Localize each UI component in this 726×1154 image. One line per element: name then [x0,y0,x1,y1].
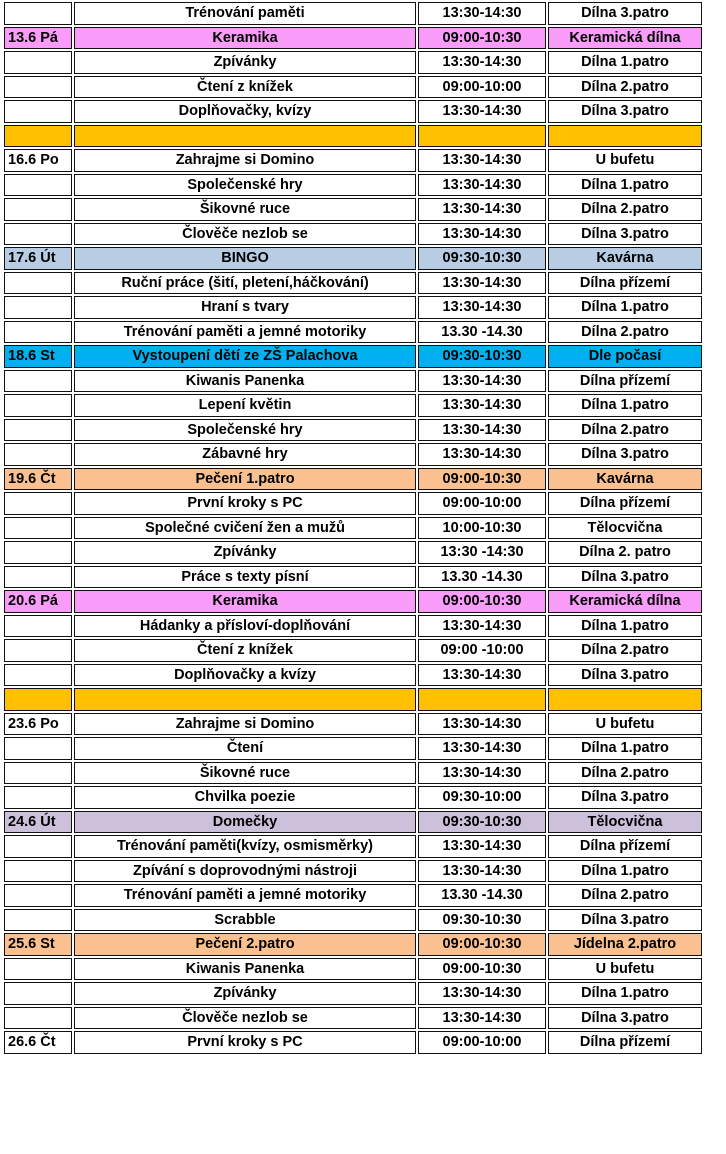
separator-cell [548,688,702,711]
day-cell [4,198,72,221]
activity-row [4,1031,702,1054]
place-cell: Dílna 1.patro [548,982,702,1005]
activity-cell: Zábavné hry [74,443,416,466]
activity-cell: Domečky [74,811,416,834]
time-cell: 09:00-10:30 [418,958,546,981]
day-cell: 13.6 Pá [4,27,72,50]
place-cell: Dílna 3.patro [548,1007,702,1030]
activity-row [4,541,702,564]
place-cell: Dílna 1.patro [548,615,702,638]
activity-row [4,737,702,760]
activity-cell: Společenské hry [74,419,416,442]
activity-row [4,860,702,883]
activity-cell: První kroky s PC [74,492,416,515]
activity-cell: Hádanky a přísloví-doplňování [74,615,416,638]
time-cell: 09:00 -10:00 [418,639,546,662]
activity-cell: Hraní s tvary [74,296,416,319]
highlighted-activity-row [4,468,702,491]
activity-cell: Čtení z knížek [74,639,416,662]
time-cell: 09:30-10:30 [418,247,546,270]
place-cell: Dílna 2.patro [548,639,702,662]
day-cell [4,737,72,760]
activity-row [4,321,702,344]
time-cell: 10:00-10:30 [418,517,546,540]
day-cell: 19.6 Čt [4,468,72,491]
time-cell: 09:00-10:30 [418,590,546,613]
activity-cell: Člověče nezlob se [74,1007,416,1030]
activity-row [4,566,702,589]
time-cell: 09:30-10:30 [418,909,546,932]
time-cell: 13:30-14:30 [418,860,546,883]
place-cell: U bufetu [548,713,702,736]
place-cell: Dílna 3.patro [548,2,702,25]
activity-cell: Člověče nezlob se [74,223,416,246]
time-cell: 09:30-10:30 [418,811,546,834]
place-cell: Kavárna [548,247,702,270]
place-cell: Dílna 1.patro [548,394,702,417]
time-cell: 09:00-10:00 [418,492,546,515]
separator-cell [74,125,416,148]
time-cell: 13:30-14:30 [418,615,546,638]
place-cell: Dílna 2.patro [548,884,702,907]
activity-cell: Čtení z knížek [74,76,416,99]
highlighted-activity-row [4,590,702,613]
schedule-body [4,2,702,1054]
place-cell: U bufetu [548,149,702,172]
place-cell: Dílna 3.patro [548,443,702,466]
activity-row [4,419,702,442]
time-cell: 13:30-14:30 [418,174,546,197]
place-cell: Dílna 1.patro [548,860,702,883]
place-cell: Dílna 2.patro [548,198,702,221]
place-cell: U bufetu [548,958,702,981]
place-cell: Dílna přízemí [548,1031,702,1054]
day-cell: 23.6 Po [4,713,72,736]
activity-cell: Společenské hry [74,174,416,197]
place-cell: Dílna 3.patro [548,100,702,123]
place-cell: Dílna 3.patro [548,223,702,246]
place-cell: Dílna 1.patro [548,737,702,760]
time-cell: 13:30-14:30 [418,149,546,172]
highlighted-activity-row [4,27,702,50]
activity-cell: První kroky s PC [74,1031,416,1054]
activity-cell: Pečení 2.patro [74,933,416,956]
activity-row [4,664,702,687]
time-cell: 13:30-14:30 [418,713,546,736]
time-cell: 13:30-14:30 [418,223,546,246]
day-cell [4,541,72,564]
day-cell [4,51,72,74]
day-cell: 20.6 Pá [4,590,72,613]
activity-row [4,394,702,417]
activity-row [4,223,702,246]
activity-cell: Zahrajme si Domino [74,149,416,172]
day-cell [4,860,72,883]
activity-cell: Zpívánky [74,541,416,564]
activity-cell: Scrabble [74,909,416,932]
time-cell: 13:30-14:30 [418,272,546,295]
highlighted-activity-row [4,811,702,834]
activity-cell: Vystoupení dětí ze ZŠ Palachova [74,345,416,368]
day-cell: 17.6 Út [4,247,72,270]
time-cell: 13.30 -14.30 [418,321,546,344]
day-cell [4,909,72,932]
day-cell [4,2,72,25]
activity-cell: Zahrajme si Domino [74,713,416,736]
activity-schedule-table [2,0,704,1056]
activity-row [4,198,702,221]
day-cell [4,835,72,858]
separator-row [4,688,702,711]
activity-row [4,517,702,540]
activity-cell: Zpívánky [74,982,416,1005]
place-cell: Tělocvična [548,811,702,834]
time-cell: 13:30-14:30 [418,51,546,74]
separator-cell [4,688,72,711]
time-cell: 13:30-14:30 [418,296,546,319]
activity-cell: Lepení květin [74,394,416,417]
day-cell [4,639,72,662]
place-cell: Dílna 3.patro [548,786,702,809]
day-cell: 16.6 Po [4,149,72,172]
place-cell: Dílna 1.patro [548,296,702,319]
time-cell: 13:30-14:30 [418,982,546,1005]
day-cell [4,296,72,319]
day-cell [4,982,72,1005]
separator-cell [548,125,702,148]
activity-row [4,51,702,74]
activity-cell: BINGO [74,247,416,270]
day-cell: 24.6 Út [4,811,72,834]
activity-cell: Šikovné ruce [74,198,416,221]
activity-cell: Kiwanis Panenka [74,370,416,393]
activity-cell: Keramika [74,27,416,50]
activity-cell: Trénování paměti [74,2,416,25]
activity-cell: Ruční práce (šití, pletení,háčkování) [74,272,416,295]
activity-cell: Trénování paměti(kvízy, osmisměrky) [74,835,416,858]
activity-cell: Kiwanis Panenka [74,958,416,981]
day-cell: 18.6 St [4,345,72,368]
place-cell: Dílna 3.patro [548,909,702,932]
separator-cell [74,688,416,711]
time-cell: 13:30-14:30 [418,737,546,760]
day-cell [4,664,72,687]
activity-row [4,296,702,319]
time-cell: 09:30-10:00 [418,786,546,809]
highlighted-activity-row [4,345,702,368]
day-cell [4,370,72,393]
place-cell: Dílna přízemí [548,370,702,393]
time-cell: 13:30-14:30 [418,835,546,858]
activity-row [4,835,702,858]
place-cell: Dílna 2.patro [548,419,702,442]
place-cell: Dílna 2. patro [548,541,702,564]
day-cell [4,517,72,540]
activity-row [4,958,702,981]
highlighted-activity-row [4,247,702,270]
time-cell: 09:00-10:30 [418,27,546,50]
day-cell: 26.6 Čt [4,1031,72,1054]
highlighted-activity-row [4,933,702,956]
day-cell [4,615,72,638]
day-cell [4,321,72,344]
place-cell: Dílna 3.patro [548,566,702,589]
activity-row [4,443,702,466]
time-cell: 13:30-14:30 [418,443,546,466]
time-cell: 13.30 -14.30 [418,884,546,907]
separator-cell [418,688,546,711]
activity-row [4,639,702,662]
activity-cell: Pečení 1.patro [74,468,416,491]
separator-cell [4,125,72,148]
separator-cell [418,125,546,148]
place-cell: Jídelna 2.patro [548,933,702,956]
activity-cell: Trénování paměti a jemné motoriky [74,321,416,344]
time-cell: 13:30-14:30 [418,419,546,442]
activity-cell: Trénování paměti a jemné motoriky [74,884,416,907]
activity-row [4,982,702,1005]
activity-cell: Šikovné ruce [74,762,416,785]
activity-cell: Zpívání s doprovodnými nástroji [74,860,416,883]
activity-row [4,76,702,99]
day-cell [4,1007,72,1030]
day-cell [4,884,72,907]
activity-cell: Doplňovačky, kvízy [74,100,416,123]
activity-cell: Práce s texty písní [74,566,416,589]
activity-row [4,884,702,907]
place-cell: Keramická dílna [548,590,702,613]
activity-cell: Keramika [74,590,416,613]
separator-row [4,125,702,148]
day-cell [4,958,72,981]
place-cell: Dílna 1.patro [548,51,702,74]
time-cell: 09:00-10:00 [418,76,546,99]
activity-row [4,272,702,295]
time-cell: 09:00-10:30 [418,933,546,956]
place-cell: Dílna 2.patro [548,76,702,99]
time-cell: 13:30-14:30 [418,370,546,393]
day-cell [4,786,72,809]
activity-cell: Společné cvičení žen a mužů [74,517,416,540]
day-cell [4,492,72,515]
place-cell: Dílna 3.patro [548,664,702,687]
activity-cell: Chvilka poezie [74,786,416,809]
day-cell [4,419,72,442]
time-cell: 13:30 -14:30 [418,541,546,564]
day-cell [4,566,72,589]
place-cell: Dílna 1.patro [548,174,702,197]
place-cell: Keramická dílna [548,27,702,50]
activity-row [4,909,702,932]
time-cell: 13:30-14:30 [418,100,546,123]
place-cell: Dílna přízemí [548,835,702,858]
day-cell [4,762,72,785]
activity-row [4,786,702,809]
activity-row [4,615,702,638]
time-cell: 13:30-14:30 [418,198,546,221]
activity-row [4,2,702,25]
place-cell: Dílna 2.patro [548,321,702,344]
activity-row [4,370,702,393]
activity-row [4,713,702,736]
place-cell: Dílna přízemí [548,492,702,515]
time-cell: 13:30-14:30 [418,664,546,687]
day-cell [4,174,72,197]
activity-row [4,100,702,123]
time-cell: 13:30-14:30 [418,394,546,417]
day-cell [4,443,72,466]
place-cell: Dílna 2.patro [548,762,702,785]
time-cell: 13:30-14:30 [418,762,546,785]
time-cell: 13:30-14:30 [418,1007,546,1030]
place-cell: Dílna přízemí [548,272,702,295]
time-cell: 09:30-10:30 [418,345,546,368]
activity-row [4,762,702,785]
time-cell: 09:00-10:30 [418,468,546,491]
time-cell: 13.30 -14.30 [418,566,546,589]
activity-row [4,492,702,515]
day-cell: 25.6 St [4,933,72,956]
time-cell: 13:30-14:30 [418,2,546,25]
day-cell [4,272,72,295]
activity-row [4,149,702,172]
activity-cell: Doplňovačky a kvízy [74,664,416,687]
activity-row [4,1007,702,1030]
place-cell: Dle počasí [548,345,702,368]
day-cell [4,394,72,417]
activity-cell: Čtení [74,737,416,760]
day-cell [4,76,72,99]
activity-row [4,174,702,197]
place-cell: Kavárna [548,468,702,491]
time-cell: 09:00-10:00 [418,1031,546,1054]
activity-cell: Zpívánky [74,51,416,74]
day-cell [4,223,72,246]
place-cell: Tělocvična [548,517,702,540]
day-cell [4,100,72,123]
